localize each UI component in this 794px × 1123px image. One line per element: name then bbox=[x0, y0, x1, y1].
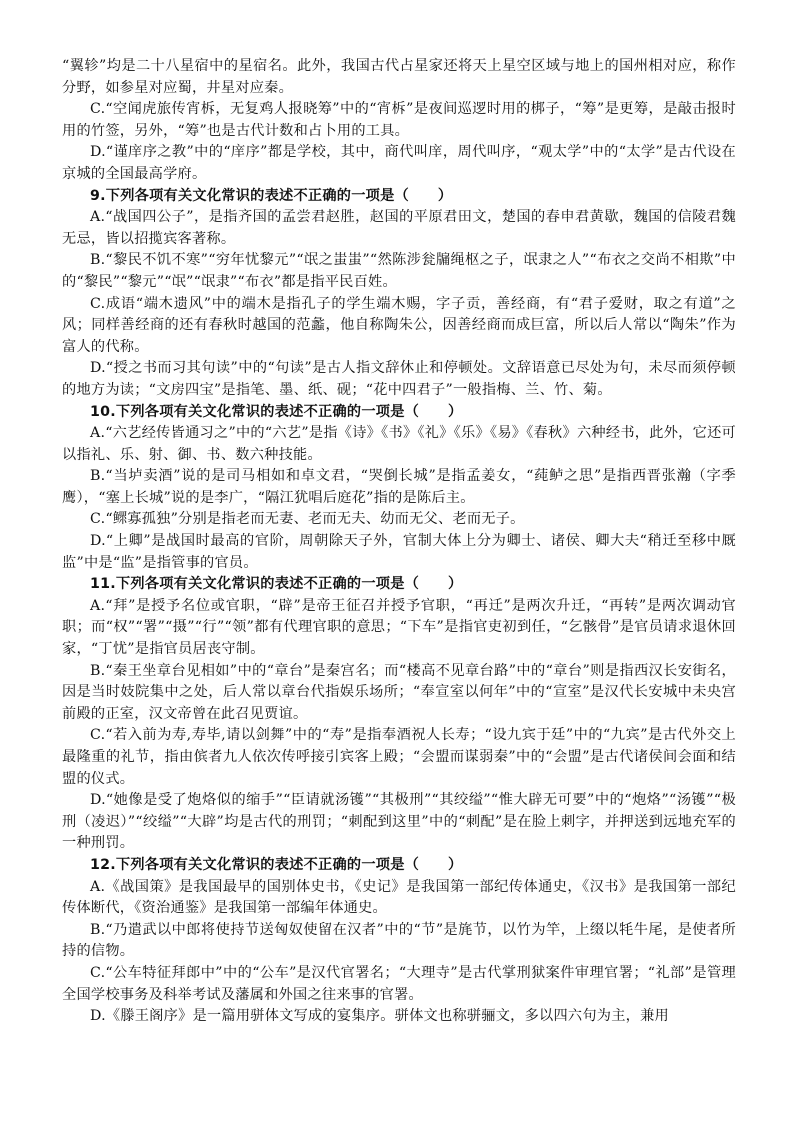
q9-option-d: D.“授之书而习其句读”中的“句读”是古人指文辞休止和停顿处。文辞语意已尽处为句，未尽而须停顿的地方为读；“文房四宝”是指笔、墨、纸、砚；“花中四君子”一般指梅、兰、竹、菊。 bbox=[62, 360, 736, 398]
intro-paragraph: “翼轸”均是二十八星宿中的星宿名。此外，我国古代占星家还将天上星空区域与地上的国州相对应，称作分野，如参星对应蜀，井星对应秦。 bbox=[62, 58, 736, 96]
question-10-title: 10.下列各项有关文化常识的表述不正确的一项是（ ） bbox=[90, 403, 463, 420]
q9-option-c: C.成语“端木遗风”中的端木是指孔子的学生端木赐，字子贡，善经商，有“君子爱财，取之有道”之风；同样善经商的还有春秋时越国的范蠡，他自称陶朱公，因善经商而成巨富，所以后人常以“陶朱”作为富人的代称。 bbox=[62, 295, 736, 355]
q10-option-b: B.“当垆卖酒”说的是司马相如和卓文君，“哭倒长城”是指孟姜女，“莼鲈之思”是指西晋张瀚（字季鹰），“塞上长城”说的是李广，“隔江犹唱后庭花”指的是陈后主。 bbox=[62, 468, 736, 506]
q8-option-c: C.“空闻虎旅传宵柝，无复鸡人报晓筹”中的“宵柝”是夜间巡逻时用的梆子，“筹”是更筹，是敲击报时用的竹签，另外，“筹”也是古代计数和占卜用的工具。 bbox=[62, 101, 736, 139]
question-12-title: 12.下列各项有关文化常识的表述不正确的一项是（ ） bbox=[90, 856, 463, 873]
question-9-title: 9.下列各项有关文化常识的表述不正确的一项是（ ） bbox=[90, 187, 453, 204]
q12-option-a: A.《战国策》是我国最早的国别体史书，《史记》是我国第一部纪传体通史，《汉书》是我国第一部纪传体断代，《资治通鉴》是我国第一部编年体通史。 bbox=[62, 878, 736, 917]
q11-option-a: A.“拜”是授予名位或官职，“辟”是帝王征召并授予官职，“再迁”是两次升迁，“再转”是两次调动官职；而“权”“署”“摄”“行”“领”都有代理官职的意思；“下车”是指官吏初到任，“乞骸骨”是官员请求退休回家，“丁忧”是指官员居丧守制。 bbox=[62, 597, 736, 658]
q12-option-d: D.《滕王阁序》是一篇用骈体文写成的宴集序。骈体文也称骈骊文，多以四六句为主，兼用 bbox=[90, 1008, 669, 1025]
q11-option-d: D.“她像是受了炮烙似的缩手”“臣请就汤镬”“其极刑”“其绞缢”“惟大辟无可要”中的“炮烙”“汤镬”“极刑（凌迟）”“绞缢”“大辟”均是古代的刑罚；“刺配到这里”中的“刺配”是在脸上刺字，并押送到远地充军的一种刑罚。 bbox=[62, 792, 736, 852]
q9-option-a: A.“战国四公子”，是指齐国的孟尝君赵胜，赵国的平原君田文，楚国的春申君黄歇，魏国的信陵君魏无忌，皆以招揽宾客著称。 bbox=[62, 209, 736, 247]
question-11-title: 11.下列各项有关文化常识的表述不正确的一项是（ ） bbox=[90, 576, 463, 593]
q11-option-b: B.“秦王坐章台见相如”中的“章台”是秦宫名；而“楼高不见章台路”中的“章台”则是指西汉长安街名，因是当时妓院集中之处，后人常以章台代指娱乐场所；“奉宣室以何年”中的“宣室”是汉代长安城中未央宫前殿的正室，汉文帝曾在此召见贾谊。 bbox=[62, 662, 736, 722]
q10-option-d: D.“上卿”是战国时最高的官阶，周朝除天子外，官制大体上分为卿士、诸侯、卿大夫“稍迁至移中厩监”中是“监”是指管事的官员。 bbox=[62, 533, 736, 571]
q10-option-c: C.“鳏寡孤独”分别是指老而无妻、老而无夫、幼而无父、老而无子。 bbox=[90, 511, 525, 528]
q8-option-d: D.“谨庠序之教”中的“庠序”都是学校，其中，商代叫庠，周代叫序，“观太学”中的“太学”是古代设在京城的全国最高学府。 bbox=[62, 144, 736, 182]
q12-option-c: C.“公车特征拜郎中”中的“公车”是汉代官署名；“大理寺”是古代掌刑狱案件审理官署；“礼部”是管理全国学校事务及科举考试及藩属和外国之往来事的官署。 bbox=[62, 964, 736, 1003]
document-page bbox=[62, 56, 736, 1028]
q10-option-a: A.“六艺经传皆通习之”中的“六艺”是指《诗》《书》《礼》《乐》《易》《春秋》六种经书，此外，它还可以指礼、乐、射、御、书、数六种技能。 bbox=[62, 425, 736, 463]
q12-option-b: B.“乃遣武以中郎将使持节送匈奴使留在汉者”中的“节”是旄节，以竹为竿，上缀以牦牛尾，是使者所持的信物。 bbox=[62, 921, 736, 960]
q11-option-c: C.“若入前为寿,寿毕,请以剑舞”中的“寿”是指奉酒祝人长寿；“设九宾于廷”中的“九宾”是古代外交上最隆重的礼节，指由傧者九人依次传呼接引宾客上殿；“会盟而谋弱秦”中的“会盟”是古代诸侯间会面和结盟的仪式。 bbox=[62, 727, 736, 787]
q9-option-b: B.“黎民不饥不寒”“穷年忧黎元”“氓之蚩蚩”“然陈涉瓮牖绳枢之子，氓隶之人”“布衣之交尚不相欺”中的“黎民”“黎元”“氓”“氓隶”“布衣”都是指平民百姓。 bbox=[62, 252, 736, 290]
